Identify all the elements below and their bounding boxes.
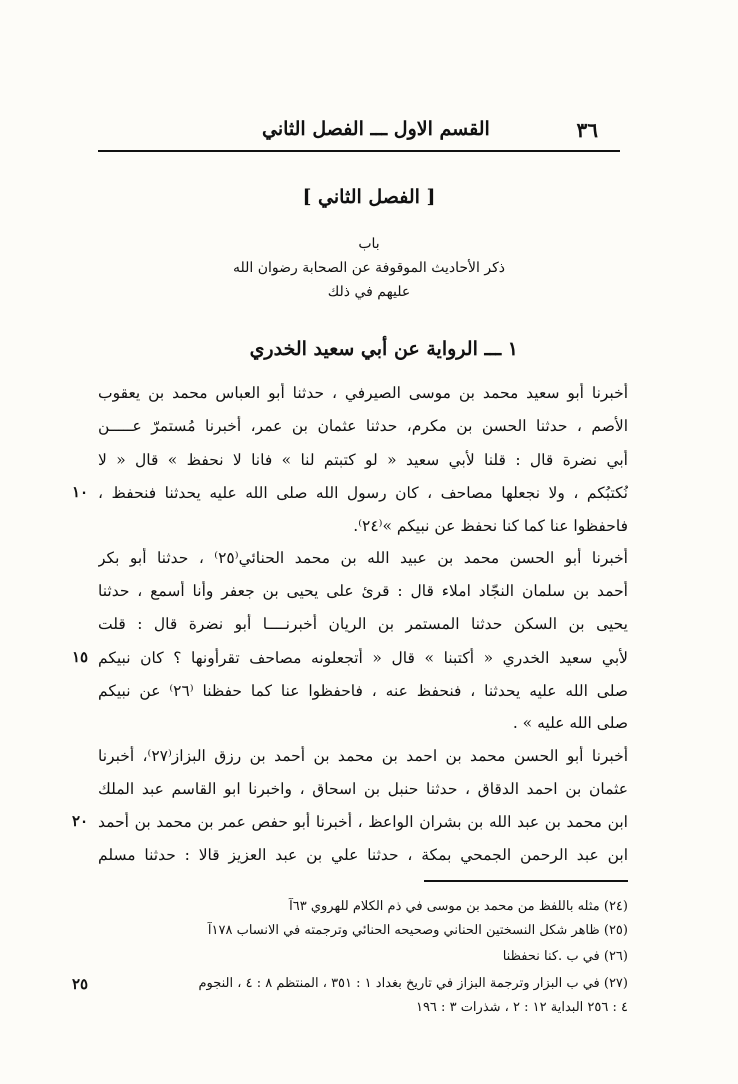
bab-label: باب: [358, 236, 380, 252]
body-line: صلى الله عليه يحدثنا ، فنحفظ عنه ، فاحفظوا عنا كما حفظنا ⁽٢٦⁾ عن نبيكم: [98, 682, 628, 700]
body-line: لأبي سعيد الخدري « أكتبنا » قال « أتجعلونه مصاحف تقرأونها ؟ كان نبيكم: [98, 649, 628, 667]
header-rule: [98, 150, 620, 152]
body-line: أبي نضرة قال : قلنا لأبي سعيد « لو كتبتم لنا » فانا لا نحفظ » قال « لا: [98, 451, 628, 469]
body-line: أخبرنا أبو الحسن محمد بن عبيد الله بن محمد الحنائي⁽٢٥⁾ ، حدثنا أبو بكر: [98, 549, 628, 567]
line-number-15: ١٥: [72, 648, 89, 666]
body-line: عثمان بن احمد الدقاق ، حدثنا حنبل بن اسحاق ، واخبرنا ابو القاسم عبد الملك: [98, 780, 628, 798]
body-line: الأصم ، حدثنا الحسن بن مكرم، حدثنا عثمان بن عمر، أخبرنا مُستمرّ عـــــن: [98, 417, 628, 435]
running-title: القسم الاول ـــ الفصل الثاني: [262, 118, 490, 140]
footnote: (٢٦) في ب .كنا نحفظنا: [502, 949, 628, 964]
line-number-25: ٢٥: [72, 975, 89, 993]
footnote: ٤ : ٢٥٦ البداية ١٢ : ٢ ، شذرات ٣ : ١٩٦: [415, 1000, 628, 1015]
body-line: صلى الله عليه » .: [512, 714, 628, 732]
page-number: ٣٦: [576, 118, 598, 142]
chapter-heading: [ الفصل الثاني ]: [302, 186, 436, 208]
line-number-20: ٢٠: [72, 812, 89, 830]
body-line: ابن محمد بن عبد الله بن بشران الواعظ ، أخبرنا أبو حفص عمر بن محمد بن أحمد: [98, 813, 628, 831]
footnote-rule: [424, 880, 628, 882]
body-line: يحيى بن السكن حدثنا المستمر بن الريان أخبرنــــا أبو نضرة قال : قلت: [98, 615, 628, 633]
body-line: أحمد بن سلمان النجّاد املاء قال : قرئ على يحيى بن جعفر وأنا أسمع ، حدثنا: [98, 582, 628, 600]
body-line: أخبرنا أبو سعيد محمد بن موسى الصيرفي ، حدثنا أبو العباس محمد بن يعقوب: [98, 384, 628, 402]
line-number-10: ١٠: [72, 483, 89, 501]
body-line: فاحفظوا عنا كما كنا نحفظ عن نبيكم »⁽٢٤⁾.: [353, 517, 628, 535]
body-line: ابن عبد الرحمن الجمحي بمكة ، حدثنا علي بن عبد العزيز قالا : حدثنا مسلم: [98, 846, 628, 864]
body-line: أخبرنا أبو الحسن محمد بن احمد بن محمد بن أحمد بن رزق البزاز⁽٢٧⁾، أخبرنا: [98, 747, 628, 765]
footnote: (٢٧) في ب البزار وترجمة البزاز في تاريخ بغداد ١ : ٣٥١ ، المنتظم ٨ : ٤ ، النجوم: [198, 976, 628, 991]
chapter-subtitle-line2: عليهم في ذلك: [327, 284, 411, 300]
section-heading: ١ ـــ الرواية عن أبي سعيد الخدري: [249, 338, 518, 360]
body-line: نُكتبُكم ، ولا نجعلها مصاحف ، كان رسول الله صلى الله عليه يحدثنا فنحفظ ،: [98, 484, 628, 502]
chapter-subtitle-line1: ذكر الأحاديث الموقوفة عن الصحابة رضوان الله: [233, 260, 505, 276]
footnote: (٢٤) مثله باللفظ من محمد بن موسى في ذم الكلام للهروي ٦٣آ: [289, 899, 628, 914]
footnote: (٢٥) ظاهر شكل النسختين الحناني وصحيحه الحنائي وترجمته في الانساب ١٧٨آ: [207, 923, 628, 938]
